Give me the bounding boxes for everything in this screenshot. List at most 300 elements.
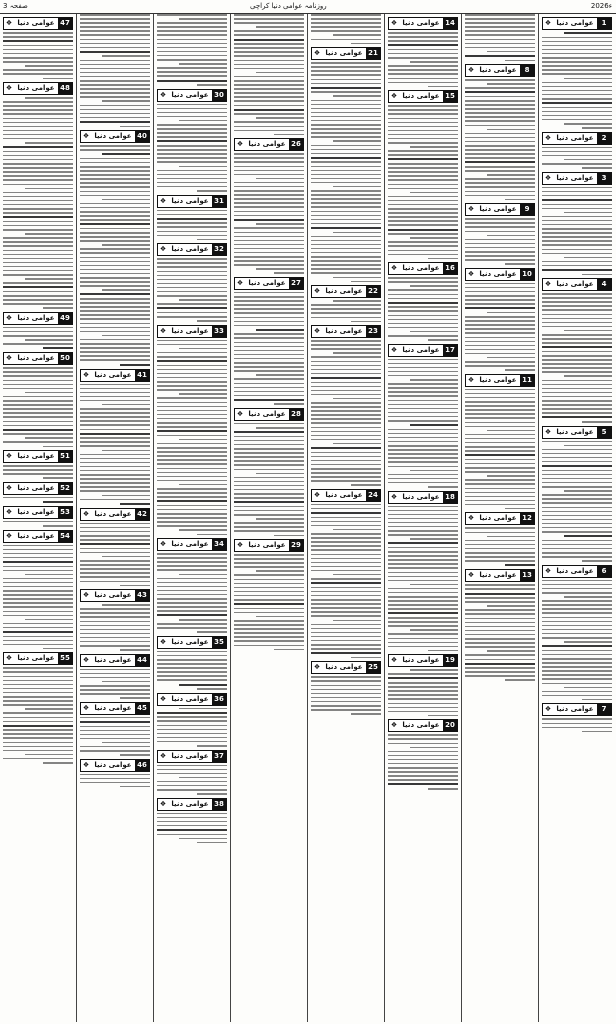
text-line <box>465 622 535 624</box>
text-line <box>311 124 381 126</box>
text-line <box>80 416 150 418</box>
text-line <box>102 495 150 497</box>
text-line <box>234 485 304 487</box>
text-line <box>311 373 381 375</box>
text-line <box>542 187 612 189</box>
text-line <box>542 163 612 165</box>
ad-number: 30 <box>212 90 226 101</box>
column-rule <box>76 14 77 1022</box>
classified-ad-block <box>78 369 152 505</box>
text-line <box>234 43 304 45</box>
text-line <box>80 339 150 341</box>
text-line <box>80 306 150 308</box>
text-line <box>3 303 73 305</box>
text-line <box>465 186 535 188</box>
ad-heading-band <box>157 243 227 256</box>
text-line <box>542 584 612 586</box>
text-line <box>80 92 150 94</box>
text-line <box>157 443 227 445</box>
ad-heading-band <box>80 130 150 143</box>
text-line <box>80 248 150 250</box>
text-line <box>388 57 458 59</box>
text-line <box>333 34 381 36</box>
text-line <box>43 446 73 448</box>
text-line <box>234 236 304 238</box>
text-line <box>157 773 227 775</box>
text-line <box>542 240 612 242</box>
text-line <box>542 37 612 39</box>
text-line <box>542 61 612 63</box>
text-line <box>388 241 458 243</box>
classified-ad-block <box>232 408 306 536</box>
ad-number: 13 <box>520 570 534 581</box>
text-line <box>542 470 612 472</box>
text-line <box>102 244 150 246</box>
text-line <box>25 437 73 439</box>
ad-number: 48 <box>58 83 72 94</box>
text-line <box>542 297 612 299</box>
text-line <box>465 426 535 428</box>
text-line <box>388 387 458 389</box>
text-line <box>388 32 458 34</box>
ad-heading-band <box>311 661 381 674</box>
text-line <box>388 572 458 574</box>
text-line <box>157 161 227 163</box>
text-line <box>157 627 227 629</box>
text-line <box>388 49 458 51</box>
text-line <box>388 302 458 304</box>
text-line <box>311 166 381 168</box>
text-line <box>179 484 227 486</box>
text-line <box>234 370 304 372</box>
text-line <box>388 514 458 516</box>
classified-ad-block <box>1 506 75 527</box>
text-line <box>351 321 381 323</box>
text-line <box>311 545 381 547</box>
ornament-icon: ❖ <box>159 540 167 549</box>
text-line <box>388 208 458 210</box>
ad-heading-label: عوامی دنیا <box>248 541 286 549</box>
ad-heading-label: عوامی دنیا <box>325 327 363 336</box>
ad-number: 41 <box>135 370 149 381</box>
text-line <box>311 431 381 433</box>
text-line <box>3 725 73 727</box>
text-line <box>157 737 227 739</box>
ad-number: 40 <box>135 131 149 142</box>
column-rule <box>230 14 231 1022</box>
ad-number: 26 <box>289 139 303 150</box>
text-line <box>542 351 612 353</box>
text-line <box>3 45 73 47</box>
text-line <box>234 333 304 335</box>
ad-body-text <box>386 105 460 259</box>
text-line <box>80 265 150 267</box>
text-line <box>179 166 227 168</box>
text-line <box>157 307 227 309</box>
text-line <box>3 416 73 418</box>
text-line <box>234 317 304 319</box>
text-line <box>3 375 73 377</box>
text-line <box>465 389 535 391</box>
text-line <box>157 667 227 669</box>
text-line <box>234 166 304 168</box>
text-line <box>311 227 381 229</box>
text-line <box>179 120 227 122</box>
text-line <box>333 186 381 188</box>
text-line <box>311 215 381 217</box>
text-line <box>542 253 612 255</box>
text-line <box>80 552 150 554</box>
text-line <box>388 433 458 435</box>
text-line <box>234 489 304 491</box>
text-line <box>234 591 304 593</box>
ad-body-text <box>386 734 460 789</box>
text-line <box>388 534 458 536</box>
ad-heading-band <box>234 277 304 290</box>
text-line <box>465 413 535 415</box>
text-line <box>311 541 381 543</box>
text-line <box>157 153 227 155</box>
text-line <box>3 200 73 202</box>
text-line <box>311 116 381 118</box>
ad-heading-label: عوامی دنیا <box>479 571 517 580</box>
text-line <box>388 212 458 214</box>
ad-heading-band <box>542 426 612 439</box>
text-line <box>256 26 304 28</box>
text-line <box>542 49 612 51</box>
text-line <box>157 418 227 420</box>
text-line <box>234 39 304 41</box>
ornament-icon: ❖ <box>467 66 475 75</box>
classified-ad-block <box>155 195 229 241</box>
text-line <box>410 146 458 148</box>
ad-heading-label: عوامی دنیا <box>171 540 209 549</box>
text-line <box>564 212 612 214</box>
text-line <box>311 112 381 114</box>
ornament-icon: ❖ <box>390 656 398 665</box>
text-line <box>234 554 304 556</box>
news-column <box>540 14 614 1022</box>
text-line <box>542 305 612 307</box>
text-line <box>311 272 381 274</box>
text-line <box>179 529 227 531</box>
text-line <box>542 392 612 394</box>
text-line <box>3 69 73 71</box>
text-line <box>311 136 381 138</box>
ad-heading-label: عوامی دنیا <box>479 269 517 278</box>
text-line <box>197 190 227 192</box>
text-line <box>3 155 73 157</box>
text-line <box>3 159 73 161</box>
ornament-icon: ❖ <box>159 326 167 335</box>
ad-heading-band <box>465 203 535 216</box>
text-line <box>80 277 150 279</box>
text-line <box>542 683 612 685</box>
text-line <box>234 530 304 532</box>
text-line <box>311 582 381 584</box>
text-line <box>410 192 458 194</box>
text-line <box>388 707 458 709</box>
text-line <box>465 104 535 106</box>
text-line <box>388 109 458 111</box>
text-line <box>388 383 458 385</box>
ad-heading-band <box>157 325 227 338</box>
text-line <box>157 67 227 69</box>
text-line <box>234 558 304 560</box>
ad-heading-band <box>157 538 227 551</box>
text-line <box>388 694 458 696</box>
text-line <box>542 556 612 558</box>
ad-number: 2 <box>597 133 611 144</box>
text-line <box>388 412 458 414</box>
ad-heading-band <box>234 408 304 421</box>
text-line <box>542 498 612 500</box>
ad-body-text <box>540 580 614 701</box>
text-line <box>311 83 381 85</box>
column-rule <box>307 14 308 1022</box>
text-line <box>388 150 458 152</box>
classified-ad-block <box>1 312 75 349</box>
text-line <box>157 505 227 507</box>
text-line <box>234 636 304 638</box>
text-line <box>157 821 227 823</box>
text-line <box>465 116 535 118</box>
text-line <box>3 627 73 629</box>
text-line <box>234 186 304 188</box>
ad-heading-label: عوامی دنیا <box>402 345 440 354</box>
ad-number: 51 <box>58 451 72 462</box>
text-line <box>388 783 458 785</box>
text-line <box>388 277 458 279</box>
text-line <box>3 380 73 382</box>
text-line <box>311 132 381 134</box>
text-line <box>542 650 612 652</box>
text-line <box>388 555 458 557</box>
text-line <box>157 266 227 268</box>
text-line <box>311 652 381 654</box>
text-line <box>465 597 535 599</box>
text-line <box>465 496 535 498</box>
text-line <box>256 178 304 180</box>
text-line <box>157 561 227 563</box>
text-line <box>197 631 227 633</box>
text-line <box>465 544 535 546</box>
text-line <box>80 232 150 234</box>
text-line <box>234 76 304 78</box>
ad-number: 42 <box>135 509 149 520</box>
text-line <box>157 104 227 106</box>
text-line <box>542 355 612 357</box>
ornament-icon: ❖ <box>467 375 475 384</box>
ad-heading-band <box>3 530 73 543</box>
text-line <box>542 232 612 234</box>
ad-number: 31 <box>212 196 226 207</box>
ad-heading-band <box>465 569 535 582</box>
ornament-icon: ❖ <box>5 483 13 492</box>
text-line <box>465 634 535 636</box>
ad-number: 17 <box>443 345 457 356</box>
classified-ad-block <box>1 652 75 763</box>
text-line <box>582 699 612 701</box>
text-line <box>311 120 381 122</box>
text-line <box>465 259 535 261</box>
text-line <box>428 258 458 260</box>
ad-heading-band <box>388 17 458 30</box>
text-line <box>542 191 612 193</box>
text-line <box>311 607 381 609</box>
text-line <box>582 167 612 169</box>
text-line <box>157 829 227 831</box>
text-line <box>388 105 458 107</box>
text-line <box>582 274 612 276</box>
text-line <box>487 605 535 607</box>
text-line <box>311 157 381 159</box>
ad-heading-band <box>388 90 458 103</box>
text-line <box>311 418 381 420</box>
ad-heading-label: عوامی دنیا <box>325 49 363 58</box>
text-line <box>3 335 73 337</box>
ad-heading-label: عوامی دنیا <box>17 452 55 461</box>
ad-body-text <box>463 14 537 61</box>
classified-ad-block <box>78 130 152 365</box>
text-line <box>388 196 458 198</box>
text-line <box>542 727 612 729</box>
ad-number: 18 <box>443 492 457 503</box>
text-line <box>157 112 227 114</box>
text-line <box>311 264 381 266</box>
text-line <box>80 543 150 545</box>
text-line <box>564 490 612 492</box>
text-line <box>157 480 227 482</box>
text-line <box>157 594 227 596</box>
text-line <box>256 427 304 429</box>
ad-heading-label: عوامی دنیا <box>325 663 363 672</box>
text-line <box>465 141 535 143</box>
text-line <box>3 425 73 427</box>
text-line <box>80 261 150 263</box>
text-line <box>234 477 304 479</box>
ornament-icon: ❖ <box>82 370 90 379</box>
text-line <box>542 338 612 340</box>
text-line <box>311 365 381 367</box>
text-line <box>388 779 458 781</box>
ad-body-text <box>386 32 460 87</box>
text-line <box>234 304 304 306</box>
ornament-icon: ❖ <box>159 637 167 646</box>
ad-number: 47 <box>58 18 72 29</box>
text-line <box>80 257 150 259</box>
text-line <box>388 703 458 705</box>
ad-heading-band <box>311 47 381 60</box>
text-line <box>157 468 227 470</box>
text-line <box>3 594 73 596</box>
text-line <box>311 591 381 593</box>
text-line <box>388 200 458 202</box>
text-line <box>542 293 612 295</box>
ad-body-text <box>309 504 383 658</box>
text-line <box>179 299 227 301</box>
text-line <box>388 224 458 226</box>
text-line <box>311 680 381 682</box>
text-line <box>311 219 381 221</box>
text-line <box>388 604 458 606</box>
text-line <box>157 287 227 289</box>
text-line <box>234 219 304 221</box>
text-line <box>542 658 612 660</box>
text-line <box>465 243 535 245</box>
ad-body-text <box>540 718 614 732</box>
ad-body-text <box>78 384 152 505</box>
text-line <box>120 754 150 756</box>
text-line <box>311 636 381 638</box>
classified-ad-block <box>540 565 614 701</box>
text-line <box>80 80 150 82</box>
text-line <box>388 526 458 528</box>
text-line <box>542 404 612 406</box>
text-line <box>80 490 150 492</box>
text-line <box>311 410 381 412</box>
text-line <box>157 606 227 608</box>
text-line <box>234 292 304 294</box>
text-line <box>564 78 612 80</box>
text-line <box>311 628 381 630</box>
text-line <box>157 610 227 612</box>
text-line <box>234 366 304 368</box>
text-line <box>80 581 150 583</box>
text-line <box>465 642 535 644</box>
ad-heading-band <box>157 636 227 649</box>
text-line <box>3 49 73 51</box>
text-line <box>465 345 535 347</box>
text-line <box>3 138 73 140</box>
text-line <box>487 312 535 314</box>
text-line <box>234 469 304 471</box>
text-line <box>388 359 458 361</box>
ad-heading-label: عوامی دنیا <box>94 703 132 712</box>
text-line <box>311 685 381 687</box>
text-line <box>311 149 381 151</box>
text-line <box>542 408 612 410</box>
text-line <box>157 451 227 453</box>
text-line <box>465 488 535 490</box>
text-line <box>388 690 458 692</box>
text-line <box>465 532 535 534</box>
text-line <box>157 262 227 264</box>
text-line <box>311 252 381 254</box>
text-line <box>388 576 458 578</box>
text-line <box>388 547 458 549</box>
text-line <box>157 312 227 314</box>
text-line <box>465 283 535 285</box>
text-line <box>3 667 73 669</box>
ad-number: 50 <box>58 353 72 364</box>
ad-body-text <box>155 708 229 747</box>
text-line <box>388 482 458 484</box>
ad-heading-label: عوامی دنیا <box>556 705 594 714</box>
text-line <box>388 734 458 736</box>
text-line <box>43 477 73 479</box>
text-line <box>465 626 535 628</box>
classified-ad-block <box>78 589 152 651</box>
ad-heading-band <box>80 759 150 772</box>
classified-ad-block <box>1 82 75 309</box>
ad-heading-band <box>80 589 150 602</box>
ad-body-text <box>1 521 75 527</box>
text-line <box>388 391 458 393</box>
ad-body-text <box>540 32 614 129</box>
text-line <box>3 250 73 252</box>
text-line <box>234 202 304 204</box>
